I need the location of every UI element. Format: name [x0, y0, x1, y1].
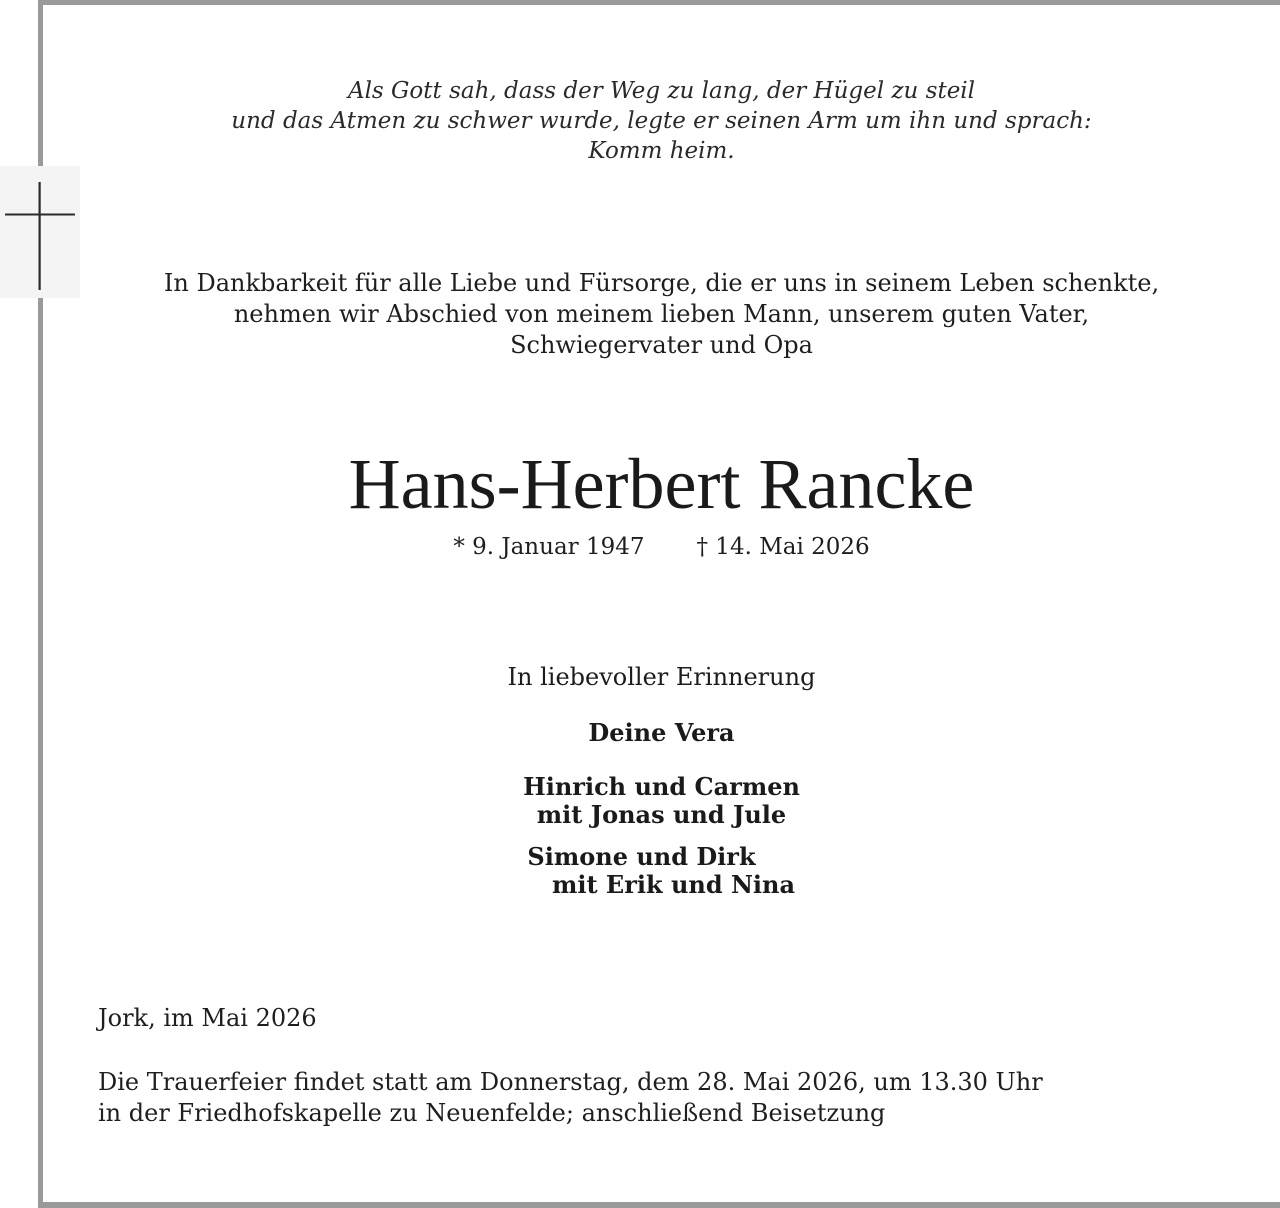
verse-line-1: Als Gott sah, dass der Weg zu lang, der Hügel zu steil	[347, 78, 976, 104]
death-date: † 14. Mai 2026	[696, 534, 870, 560]
verse-quote	[43, 76, 1280, 166]
place-date: Jork, im Mai 2026	[98, 1004, 317, 1032]
mourner-group-2-line-2: mit Jonas und Jule	[536, 800, 787, 829]
funeral-line-1: Die Trauerfeier findet statt am Donnerstag, dem 28. Mai 2026, um 13.30 Uhr	[98, 1068, 1043, 1096]
mourner-group-1: Deine Vera	[588, 718, 735, 747]
intro-line-2: nehmen wir Abschied von meinem lieben Mann, unserem guten Vater,	[233, 300, 1090, 328]
deceased-name: Hans-Herbert Rancke	[348, 444, 975, 524]
mourner-group-2-line-1: Hinrich und Carmen	[523, 772, 800, 801]
intro-line-1: In Dankbarkeit für alle Liebe und Fürsorge, die er uns in seinem Leben schenkte,	[163, 269, 1160, 297]
intro-text	[43, 268, 1280, 361]
funeral-notice	[98, 1067, 1043, 1129]
mourner-group-3	[43, 843, 1280, 899]
mourner-group-3-line-1: Simone und Dirk	[527, 842, 756, 871]
frame-left-border-lower	[38, 298, 43, 1208]
mourner-group-2	[43, 773, 1280, 829]
frame-top-border	[38, 0, 1280, 5]
mourner-group-3-line-2: mit Erik und Nina	[551, 870, 796, 899]
intro-line-3: Schwiegervater und Opa	[510, 331, 813, 359]
funeral-line-2: in der Friedhofskapelle zu Neuenfelde; anschließend Beisetzung	[98, 1099, 886, 1127]
verse-line-3: Komm heim.	[588, 138, 735, 164]
life-dates	[43, 532, 1280, 562]
birth-date: * 9. Januar 1947	[453, 534, 645, 560]
memory-heading: In liebevoller Erinnerung	[507, 663, 816, 691]
frame-bottom-border	[38, 1202, 1280, 1208]
verse-line-2: und das Atmen zu schwer wurde, legte er seinen Arm um ihn und sprach:	[231, 108, 1092, 134]
